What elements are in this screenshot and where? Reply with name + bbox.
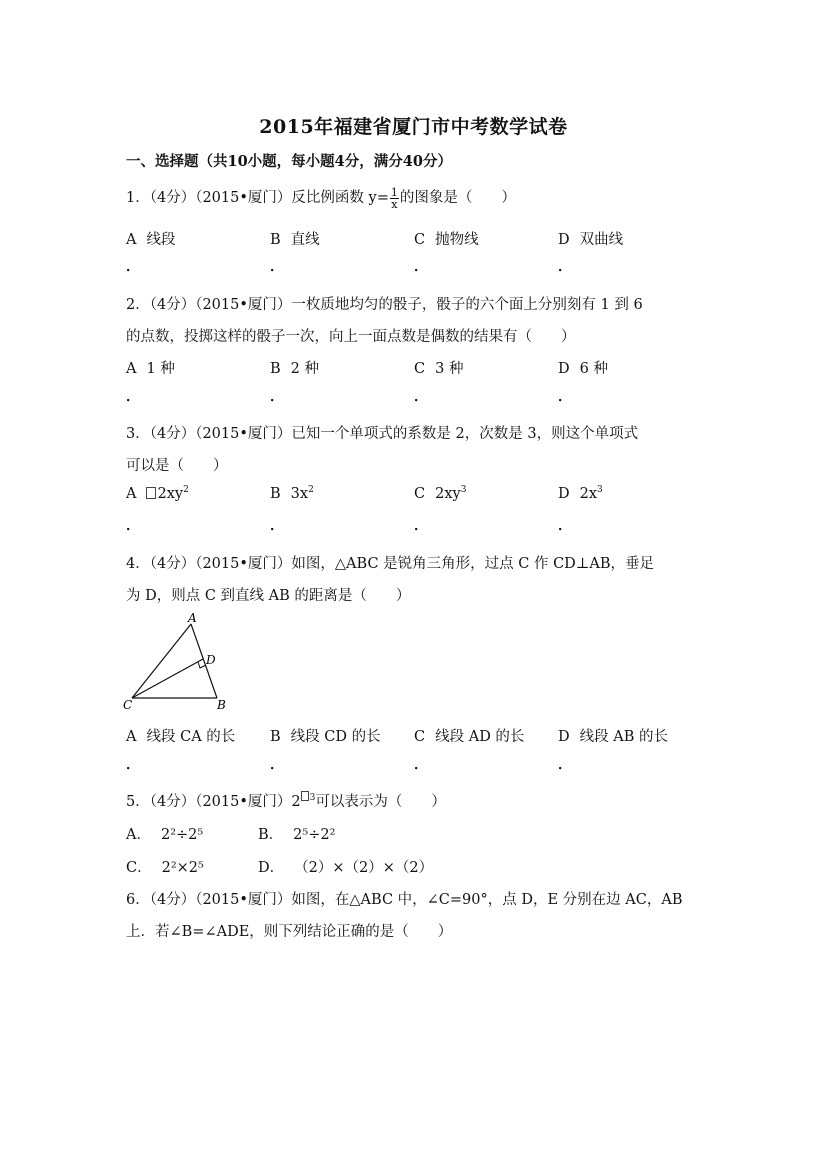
q4-option-a[interactable]: A 线段 CA 的长	[126, 729, 236, 745]
option-dot: ．	[270, 757, 284, 773]
q1-option-a[interactable]: A 线段	[126, 232, 176, 248]
missing-glyph-icon	[146, 487, 156, 499]
question-4-line-2: 为 D，则点 C 到直线 AB 的距离是（ ）	[126, 588, 411, 604]
option-dot: ．	[126, 518, 140, 534]
option-dot: ．	[270, 389, 284, 405]
q3-option-b[interactable]: B $3x^2$	[270, 485, 314, 502]
question-6-line-2: 上．若∠B=∠ADE，则下列结论正确的是（ ）	[126, 924, 453, 940]
q5-option-b[interactable]: B． 2⁵÷2²	[258, 827, 336, 843]
question-5: 5．（4分）（2015•厦门）2 $^3$可以表示为（ ）	[126, 793, 446, 810]
q2-option-b[interactable]: B 2 种	[270, 361, 319, 377]
q5-option-c[interactable]: C． 2²×2⁵	[126, 860, 204, 876]
triangle-figure	[120, 612, 240, 712]
option-dot: ．	[414, 518, 428, 534]
question-3-line-2: 可以是（ ）	[126, 458, 228, 474]
question-3-line-1: 3．（4分）（2015•厦门）已知一个单项式的系数是 2，次数是 3，则这个单项式	[126, 426, 639, 442]
side-ca	[132, 624, 191, 698]
q4-option-c[interactable]: C 线段 AD 的长	[414, 729, 525, 745]
question-1-suffix: 的图象是（ ）	[399, 190, 516, 206]
option-dot: ．	[126, 757, 140, 773]
q5-option-a[interactable]: A． 2²÷2⁵	[126, 827, 204, 843]
label-a: A	[188, 612, 197, 625]
question-6-line-1: 6．（4分）（2015•厦门）如图，在△ABC 中，∠C=90°，点 D，E 分别在边 AC，AB	[126, 892, 683, 908]
option-dot: ．	[126, 259, 140, 275]
option-dot: ．	[414, 757, 428, 773]
q2-option-d[interactable]: D 6 种	[558, 361, 608, 377]
q2-option-c[interactable]: C 3 种	[414, 361, 464, 377]
option-dot: ．	[414, 389, 428, 405]
q4-option-d[interactable]: D 线段 AB 的长	[558, 729, 668, 745]
option-dot: ．	[558, 518, 572, 534]
missing-glyph-icon	[301, 791, 309, 801]
option-dot: ．	[126, 389, 140, 405]
label-c: C	[123, 698, 133, 712]
question-1	[126, 186, 516, 210]
q1-option-d[interactable]: D 双曲线	[558, 232, 624, 248]
option-dot: ．	[558, 259, 572, 275]
question-2-line-2: 的点数，投掷这样的骰子一次，向上一面点数是偶数的结果有（ ）	[126, 329, 576, 345]
question-1-prefix: 1．（4分）（2015•厦门）反比例函数 y=	[126, 190, 389, 206]
q3-option-c[interactable]: C $2xy^3$	[414, 485, 467, 502]
q1-option-c[interactable]: C 抛物线	[414, 232, 479, 248]
label-b: B	[217, 698, 226, 712]
page-title: 2015年福建省厦门市中考数学试卷	[259, 116, 568, 138]
q5-option-d[interactable]: D． （2）×（2）×（2）	[258, 860, 434, 876]
fraction: $\frac{1}{x}$	[390, 185, 398, 211]
option-dot: ．	[270, 259, 284, 275]
option-dot: ．	[558, 389, 572, 405]
q1-option-b[interactable]: B 直线	[270, 232, 320, 248]
label-d: D	[206, 653, 216, 667]
q4-option-b[interactable]: B 线段 CD 的长	[270, 729, 381, 745]
q3-option-a[interactable]: A $2xy^2$	[126, 485, 189, 502]
question-2-line-1: 2．（4分）（2015•厦门）一枚质地均匀的骰子，骰子的六个面上分别刻有 1 到 6	[126, 297, 643, 313]
q3-option-d[interactable]: D $2x^3$	[558, 485, 603, 502]
question-4-line-1: 4．（4分）（2015•厦门）如图，△ABC 是锐角三角形，过点 C 作 CD⊥AB，垂足	[126, 556, 655, 572]
option-dot: ．	[414, 259, 428, 275]
q2-option-a[interactable]: A 1 种	[126, 361, 175, 377]
option-dot: ．	[558, 757, 572, 773]
option-dot: ．	[270, 518, 284, 534]
section-heading: 一、选择题（共10小题，每小题4分，满分40分）	[126, 153, 452, 170]
altitude-cd	[132, 659, 203, 698]
